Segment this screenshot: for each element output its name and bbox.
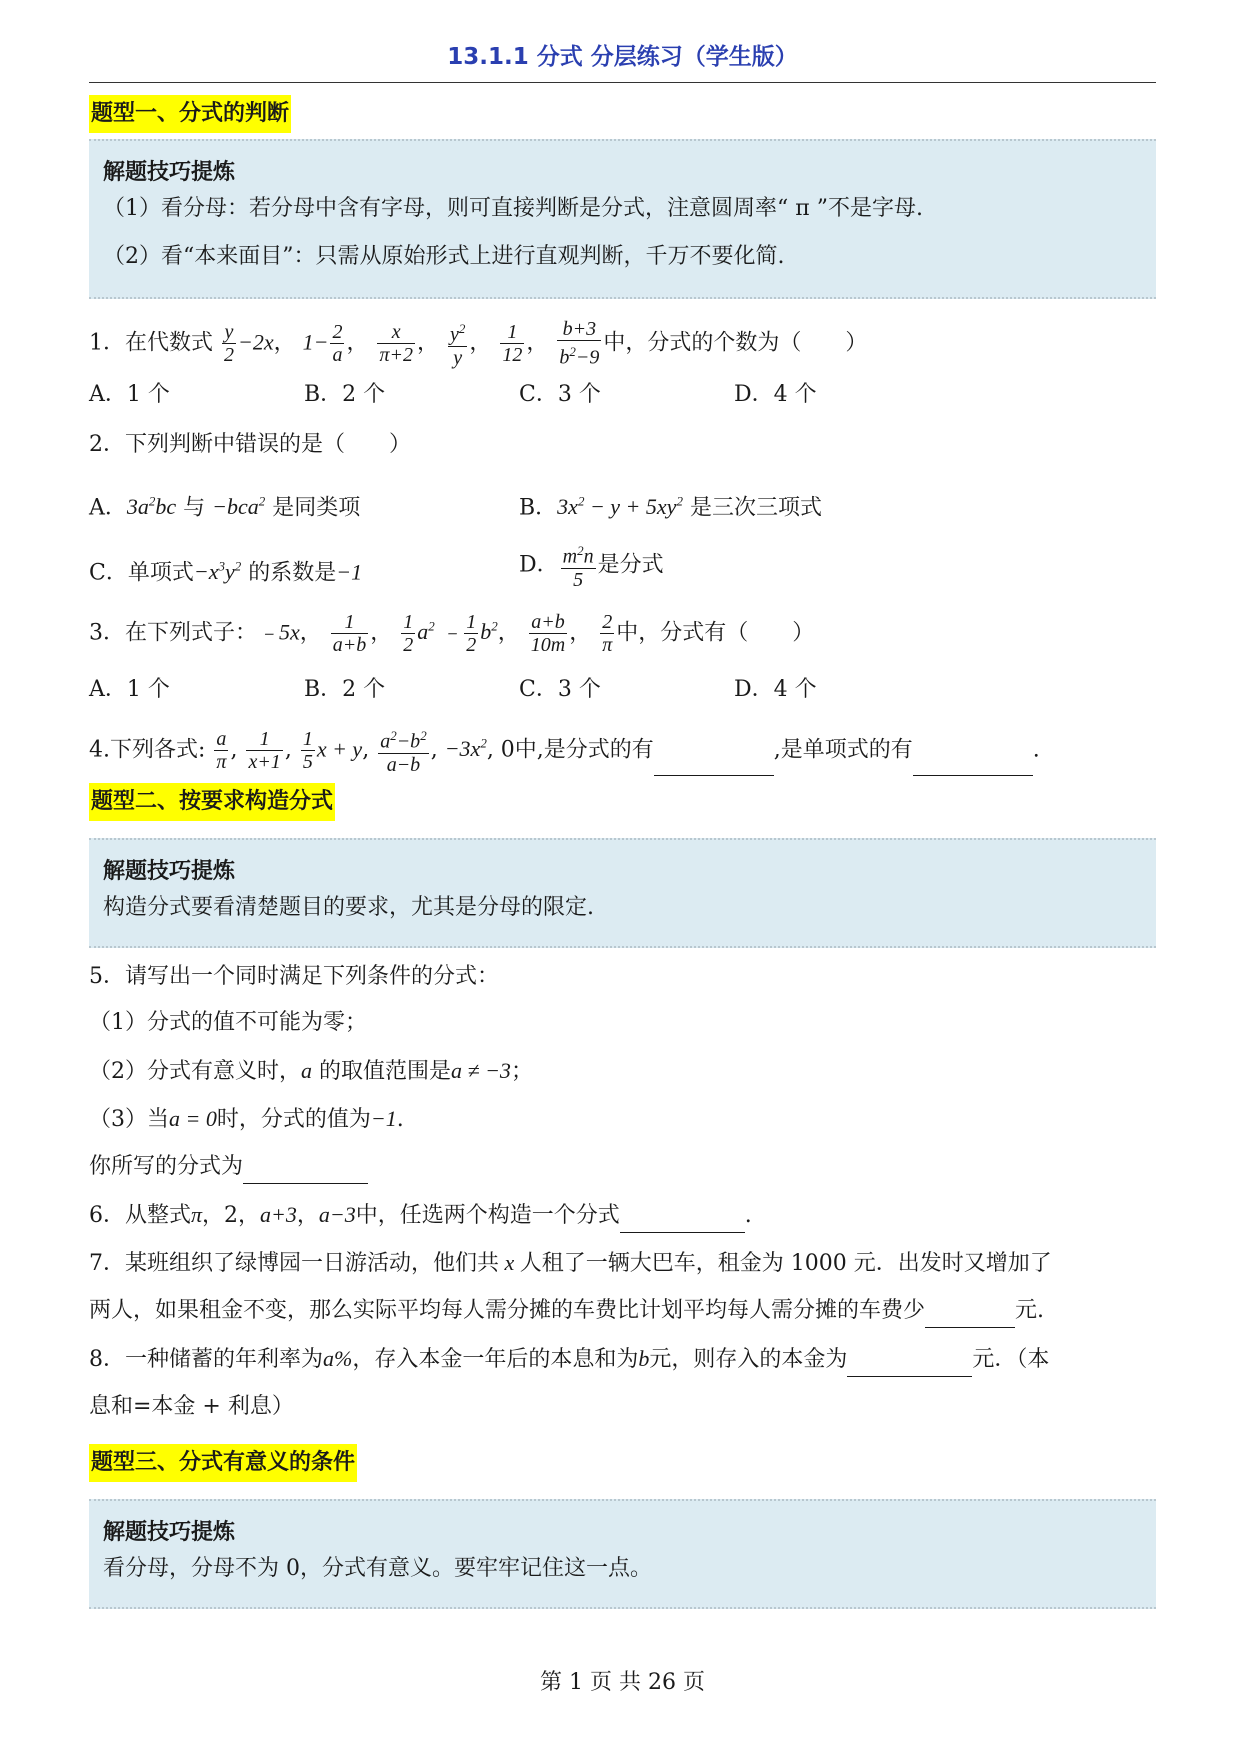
header-rule (89, 82, 1156, 83)
tip-line: 看分母，分母不为 0，分式有意义。要牢牢记住这一点。 (103, 1556, 652, 1581)
tip-title: 解题技巧提炼 (103, 1520, 236, 1545)
option-a: A．1 个 (89, 677, 170, 702)
section-heading-1: 题型一、分式的判断 (89, 95, 291, 133)
option-d: D．4 个 (734, 382, 817, 407)
tip-box-3 (89, 1499, 1156, 1609)
question-7-line-2: 两人，如果租金不变，那么实际平均每人需分摊的车费比计划平均每人需分摊的车费少 元. (89, 1294, 1044, 1328)
tip-line: （1）看分母：若分母中含有字母，则可直接判断是分式，注意圆周率“ π ”不是字母. (103, 196, 923, 221)
condition-2: （2）分式有意义时，a 的取值范围是a ≠ −3； (89, 1058, 533, 1084)
option-d: D． $\frac{m^2n}{5}$ 是分式 (519, 540, 664, 591)
question-6: 6．从整式π，2，a+3，a−3中，任选两个构造一个分式 . (89, 1198, 752, 1233)
question-3: 3．在下列式子：﹣5x， $\frac{1}{a+b}$ ， $\frac{1}{2}$ $a^2$ ﹣ $\frac{1}{2}$ $b^2$， $\frac{a+b}{10m}$ ， $\frac{2}{\pi}$ 中，分式有（ ） (89, 610, 815, 656)
question-8-line-2: 息和=本金 + 利息） (89, 1394, 294, 1419)
option-a: A．1 个 (89, 382, 170, 407)
page-number: 第 1 页 共 26 页 (540, 1670, 705, 1695)
option-b: B．2 个 (304, 677, 386, 702)
option-c: C．3 个 (519, 382, 601, 407)
option-d: D．4 个 (734, 677, 817, 702)
condition-3: （3）当a = 0时，分式的值为−1. (89, 1106, 404, 1132)
tip-line: 构造分式要看清楚题目的要求，尤其是分母的限定. (103, 895, 594, 920)
tip-title: 解题技巧提炼 (103, 859, 236, 884)
question-2: 2．下列判断中错误的是（ ） (89, 432, 411, 457)
question-8-line-1: 8．一种储蓄的年利率为a%，存入本金一年后的本息和为b元，则存入的本金为 元．（本 (89, 1342, 1049, 1377)
tip-box-1 (89, 139, 1156, 299)
page-title: 13.1.1 分式 分层练习（学生版） (447, 44, 798, 70)
option-b: B．$3x^2 - y + 5xy^2$ 是三次三项式 (519, 494, 822, 521)
tip-line: （2）看“本来面目”：只需从原始形式上进行直观判断，千万不要化简. (103, 244, 785, 269)
section-heading-2: 题型二、按要求构造分式 (89, 783, 335, 821)
question-1: 1．在代数式 $\frac{y}{2}$ −2x， 1− $\frac{2}{a}$ ， $\frac{x}{\pi+2}$ ， $\frac{y^2}{y}$ ， $\frac{1}{12}$ ， $\frac{b+3}{b^2-9}$ 中，分式的个数为（ ） (89, 318, 868, 369)
tip-title: 解题技巧提炼 (103, 160, 236, 185)
question-4: 4.下列各式: $\frac{a}{\pi}$ , $\frac{1}{x+1}$ , $\frac{1}{5}$ x + y, $\frac{a^2-b^2}{a-b}$ , $-3x^2$, 0中,是分式的有 ,是单项式的有 . (89, 725, 1040, 776)
option-c: C．单项式$-x^3y^2$ 的系数是−1 (89, 559, 363, 586)
section-heading-3: 题型三、分式有意义的条件 (89, 1444, 357, 1482)
question-5: 5．请写出一个同时满足下列条件的分式： (89, 964, 499, 989)
condition-1: （1）分式的值不可能为零； (89, 1010, 367, 1035)
question-7-line-1: 7．某班组织了绿博园一日游活动，他们共 x 人租了一辆大巴车，租金为 1000 元．出发时又增加了 (89, 1250, 1052, 1276)
option-c: C．3 个 (519, 677, 601, 702)
tip-box-2 (89, 838, 1156, 948)
option-a: A．$3a^2bc$ 与 −bca$^2$ 是同类项 (89, 494, 361, 521)
answer-line: 你所写的分式为 (89, 1150, 368, 1184)
option-b: B．2 个 (304, 382, 386, 407)
